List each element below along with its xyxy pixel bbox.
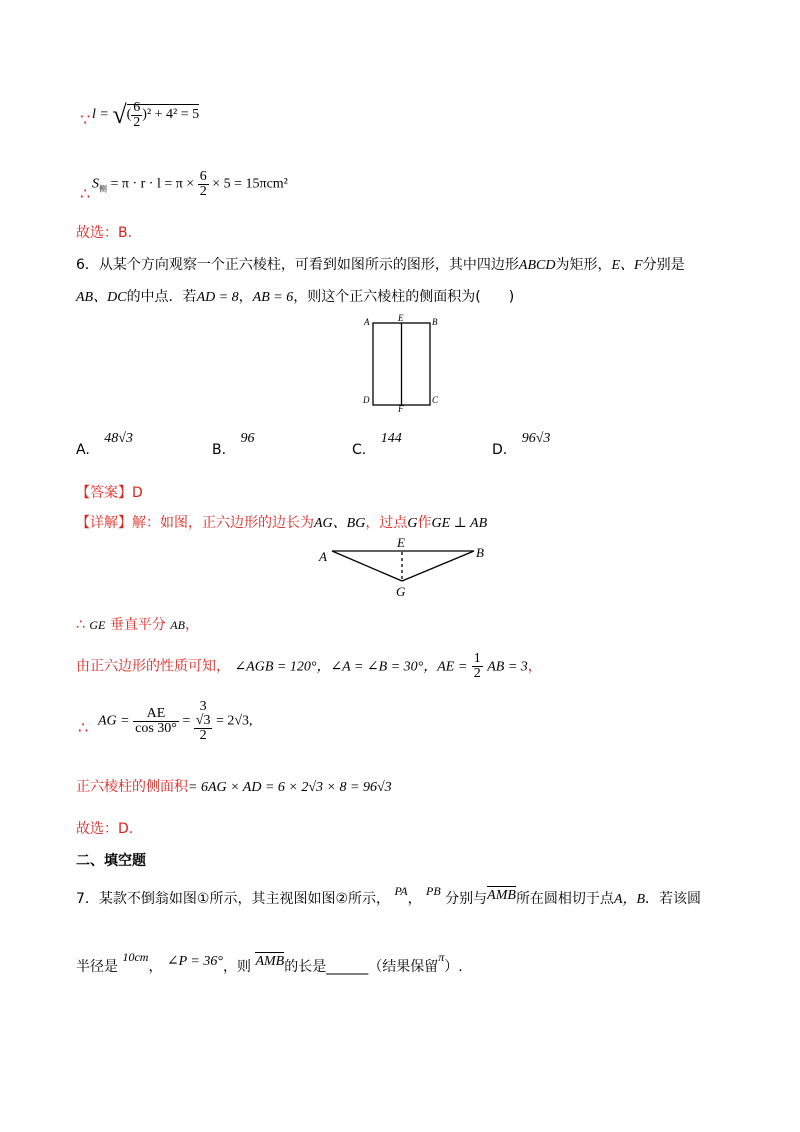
- q6-stem-line2: AB、DC的中点．若AD = 8，AB = 6，则这个正六棱柱的侧面积为( ): [76, 289, 515, 305]
- option-a: A. 48√3: [76, 431, 133, 458]
- segment-bg: [402, 551, 474, 581]
- label-e: E: [398, 314, 404, 323]
- detail-line: 【详解】解：如图，正六边形的边长为AG、BG，过点G作GE ⊥ AB: [76, 515, 488, 531]
- segment-ag: [332, 551, 402, 581]
- q7-line2: 半径是 10cm， ∠P = 36°，则 AMB的长是______（结果保留π）.: [76, 950, 463, 975]
- q6-choice: 故选：D.: [76, 821, 134, 837]
- l-formula: l = √( $\frac{6}{2}$ )² + 4² = 5: [92, 99, 200, 130]
- answer: 【答案】D: [76, 485, 143, 501]
- therefore-symbol: ∴: [80, 184, 91, 203]
- prev-choice: 故选：B.: [76, 225, 133, 241]
- label-e2: E: [397, 535, 405, 550]
- because-symbol: ∵: [80, 110, 91, 129]
- option-d: D. 96√3: [492, 431, 551, 458]
- lateral-area-line: 正六棱柱的侧面积= 6AG × AD = 6 × 2√3 × 8 = 96√3: [76, 779, 392, 795]
- label-g2: G: [396, 584, 406, 599]
- ag-therefore: ∴: [78, 718, 89, 737]
- section-heading: 二、填空题: [76, 853, 146, 869]
- option-c: C. 144: [352, 431, 402, 458]
- ag-formula: AG = $\frac{AE}{\cos 30^\circ}$ = 3 √3 2 = 2√3,: [98, 699, 253, 743]
- s-formula: $S_侧 = \pi \cdot r \cdot l = \pi$ × $\frac{6}{2}$ × 5 = 15πcm²: [92, 169, 288, 199]
- label-a: A: [364, 317, 370, 327]
- property-line: 由正六边形的性质可知， ∠AGB = 120°，∠A = ∠B = 30°，AE = $\frac{1}{2}$ AB = 3，: [76, 651, 542, 681]
- rectangle-figure: [360, 314, 450, 414]
- q6-stem-line1: 6．从某个方向观察一个正六棱柱，可看到如图所示的图形，其中四边形ABCD为矩形，E、F分别是: [76, 257, 685, 273]
- perp-bisect-line: ∴ GE 垂直平分 AB，: [76, 617, 199, 633]
- label-d: D: [363, 395, 370, 405]
- option-b: B. 96: [212, 431, 255, 458]
- label-c: C: [432, 395, 439, 405]
- label-b2: B: [476, 545, 484, 560]
- label-f: F: [398, 404, 404, 414]
- q7-line1: 7．某款不倒翁如图①所示，其主视图如图②所示， PA， PB 分别与AMB所在圆相切于点A，B．若该圆: [76, 884, 702, 907]
- label-b: B: [432, 317, 438, 327]
- triangle-figure: [316, 534, 494, 600]
- label-a2: A: [319, 549, 327, 564]
